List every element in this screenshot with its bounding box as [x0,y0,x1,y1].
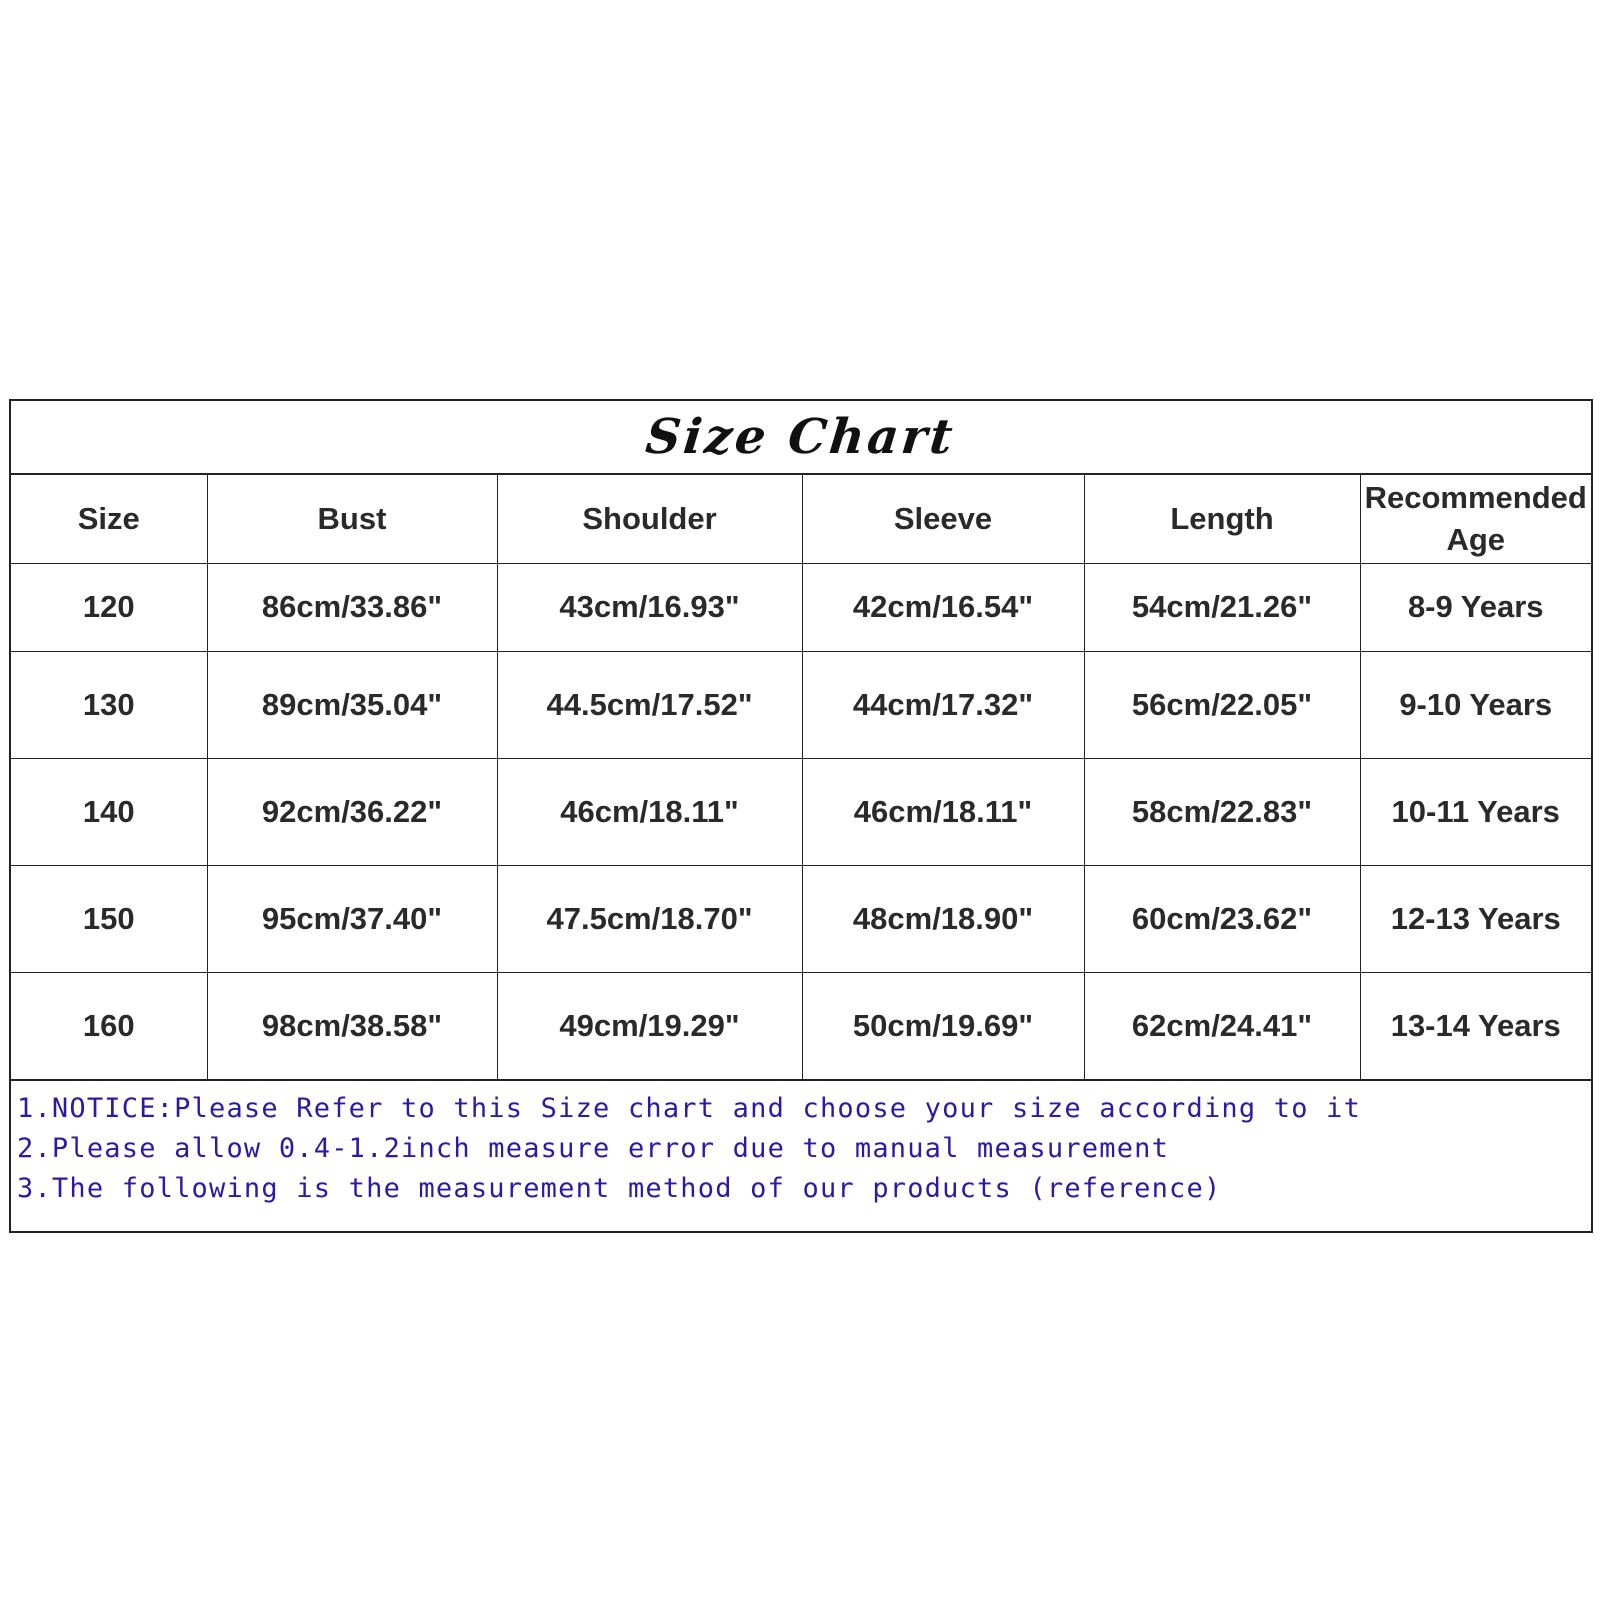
length-cell: 54cm/21.26" [1084,563,1360,651]
length-cell: 60cm/23.62" [1084,865,1360,972]
bust-cell: 92cm/36.22" [207,758,497,865]
header-row [11,475,1591,563]
size-cell: 130 [11,651,207,758]
size-cell: 150 [11,865,207,972]
size-cell: 160 [11,972,207,1079]
age-cell: 8-9 Years [1360,563,1591,651]
age-cell: 12-13 Years [1360,865,1591,972]
shoulder-cell: 43cm/16.93" [497,563,802,651]
note-line: 3.The following is the measurement method of our products (reference) [17,1172,1222,1204]
column-header-shoulder: Shoulder [497,475,802,563]
size-table [11,475,1591,1080]
column-header-sleeve: Sleeve [802,475,1084,563]
bust-cell: 86cm/33.86" [207,563,497,651]
note-line: 2.Please allow 0.4-1.2inch measure error due to manual measurement [17,1132,1170,1164]
size-cell: 140 [11,758,207,865]
size-chart [9,399,1593,1233]
age-cell: 10-11 Years [1360,758,1591,865]
age-cell: 13-14 Years [1360,972,1591,1079]
column-header-size: Size [11,475,207,563]
shoulder-cell: 49cm/19.29" [497,972,802,1079]
bust-cell: 98cm/38.58" [207,972,497,1079]
size-cell: 120 [11,563,207,651]
chart-title: Size Chart [643,409,959,465]
shoulder-cell: 44.5cm/17.52" [497,651,802,758]
age-cell: 9-10 Years [1360,651,1591,758]
shoulder-cell: 46cm/18.11" [497,758,802,865]
shoulder-cell: 47.5cm/18.70" [497,865,802,972]
note-line: 1.NOTICE:Please Refer to this Size chart and choose your size according to it [17,1092,1362,1124]
sleeve-cell: 50cm/19.69" [802,972,1084,1079]
length-cell: 62cm/24.41" [1084,972,1360,1079]
sleeve-cell: 46cm/18.11" [802,758,1084,865]
column-header-recommended-age: Recommended Age [1360,475,1591,563]
bust-cell: 95cm/37.40" [207,865,497,972]
sleeve-cell: 48cm/18.90" [802,865,1084,972]
sleeve-cell: 44cm/17.32" [802,651,1084,758]
table-row [11,758,1591,865]
length-cell: 56cm/22.05" [1084,651,1360,758]
table-row [11,972,1591,1079]
length-cell: 58cm/22.83" [1084,758,1360,865]
column-header-length: Length [1084,475,1360,563]
table-row [11,865,1591,972]
notes-section [11,1080,1591,1209]
table-row [11,651,1591,758]
bust-cell: 89cm/35.04" [207,651,497,758]
title-row [11,401,1591,475]
column-header-bust: Bust [207,475,497,563]
sleeve-cell: 42cm/16.54" [802,563,1084,651]
table-row [11,563,1591,651]
